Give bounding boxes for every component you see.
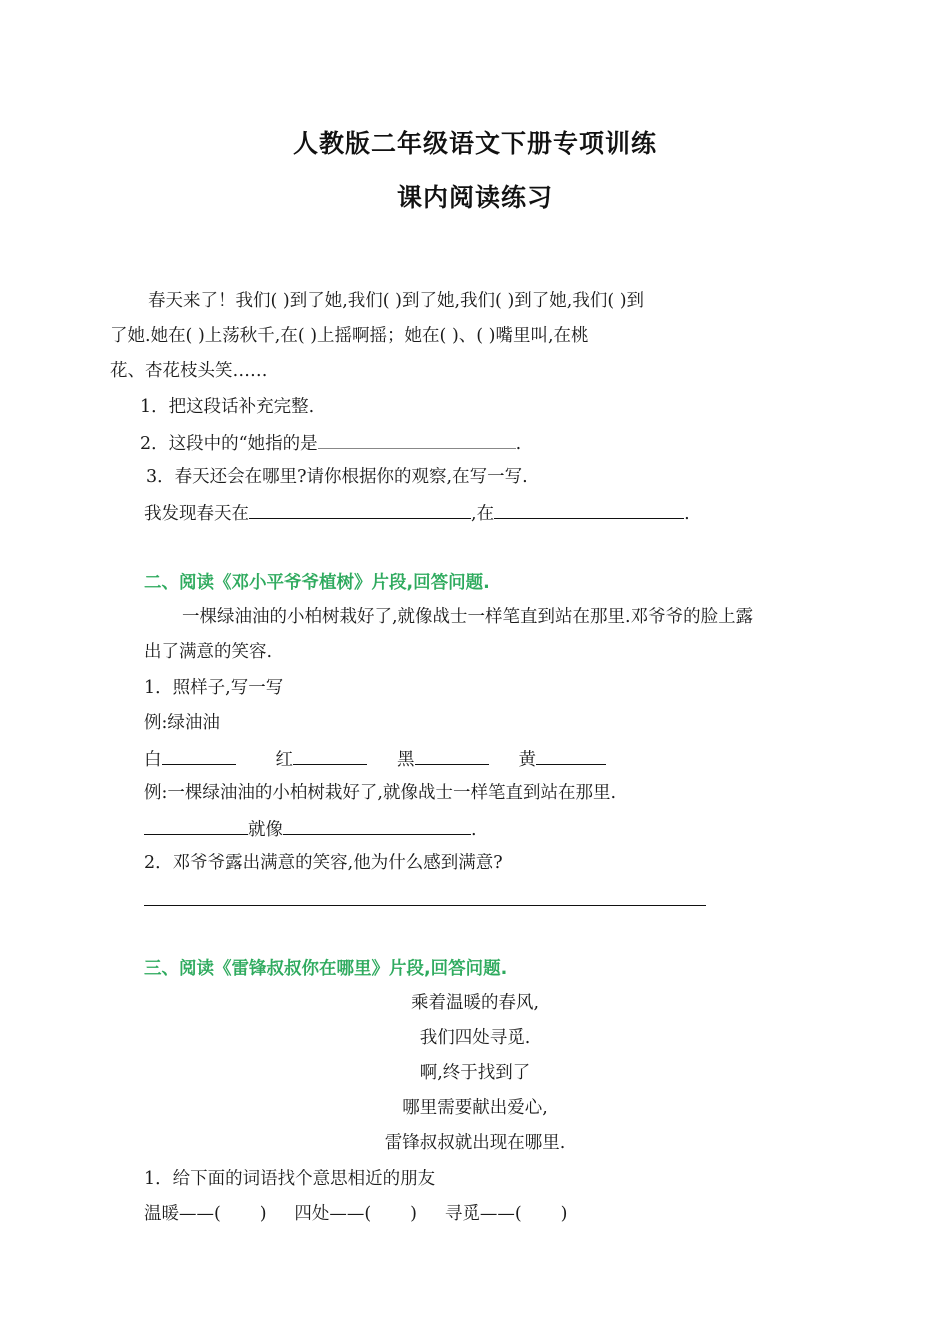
passage-line-2: 了她.她在( )上荡秋千,在( )上摇啊摇；她在( )、( )嘴里叫,在桃 (110, 326, 589, 346)
question-1-1: 1．把这段话补充完整. (140, 397, 315, 417)
poem-line-2: 我们四处寻觅. (419, 1028, 531, 1048)
answer-blank[interactable] (249, 500, 471, 519)
passage-line-1: 春天来了！我们( )到了她,我们( )到了她,我们( )到了她,我们( )到 (148, 291, 645, 311)
passage-2-line-1: 一棵绿油油的小柏树栽好了,就像战士一样笔直到站在那里.邓爷爷的脸上露 (182, 607, 754, 627)
question-1-2-text: 2．这段中的“她指的是 (140, 434, 318, 454)
question-1-3: 3．春天还会在哪里?请你根据你的观察,在写一写. (146, 467, 528, 487)
word-black: 黑 (397, 750, 415, 770)
section-heading-3: 三、阅读《雷锋叔叔你在哪里》片段,回答问题. (144, 959, 508, 979)
word-white: 白 (144, 750, 162, 770)
word-red: 红 (275, 750, 293, 770)
poem-line-1: 乘着温暖的春风, (410, 993, 540, 1013)
answer-prefix: 我发现春天在 (144, 504, 249, 524)
example-2-1: 例:绿油油 (144, 713, 220, 733)
question-1-2 (140, 430, 521, 456)
page-subtitle: 课内阅读练习 (396, 183, 553, 212)
passage-line-3: 花、杏花枝头笑…… (110, 361, 268, 381)
answer-blank[interactable] (536, 746, 606, 765)
answer-blank[interactable] (415, 746, 489, 765)
simile-answer-row (144, 816, 477, 842)
poem-line-5: 雷锋叔叔就出现在哪里. (384, 1133, 566, 1153)
word-blanks-row (144, 746, 606, 772)
simile-end: . (471, 820, 477, 840)
word-yellow: 黄 (518, 750, 536, 770)
answer-line-1-3 (144, 500, 690, 526)
question-2-2: 2．邓爷爷露出满意的笑容,他为什么感到满意? (144, 853, 503, 873)
example-2-2: 例:一棵绿油油的小柏树栽好了,就像战士一样笔直到站在那里. (144, 783, 617, 803)
synonyms-row: 温暖——( ) 四处——( ) 寻觅——( ) (144, 1204, 568, 1224)
question-2-1: 1．照样子,写一写 (144, 678, 284, 698)
poem-line-3: 啊,终于找到了 (419, 1063, 531, 1083)
answer-blank[interactable] (283, 816, 471, 835)
answer-mid: ,在 (471, 504, 495, 524)
section-heading-2: 二、阅读《邓小平爷爷植树》片段,回答问题. (144, 573, 490, 593)
answer-end: . (684, 504, 690, 524)
answer-blank[interactable] (318, 430, 516, 449)
page-title: 人教版二年级语文下册专项训练 (292, 129, 657, 158)
question-3-1: 1．给下面的词语找个意思相近的朋友 (144, 1169, 436, 1189)
passage-2-line-2: 出了满意的笑容. (144, 642, 273, 662)
answer-line[interactable] (144, 905, 706, 906)
poem-line-4: 哪里需要献出爱心, (402, 1098, 548, 1118)
simile-mid: 就像 (248, 820, 283, 840)
answer-blank[interactable] (162, 746, 236, 765)
question-1-2-end: . (515, 434, 522, 454)
answer-blank[interactable] (293, 746, 367, 765)
answer-blank[interactable] (144, 816, 248, 835)
answer-blank[interactable] (494, 500, 684, 519)
